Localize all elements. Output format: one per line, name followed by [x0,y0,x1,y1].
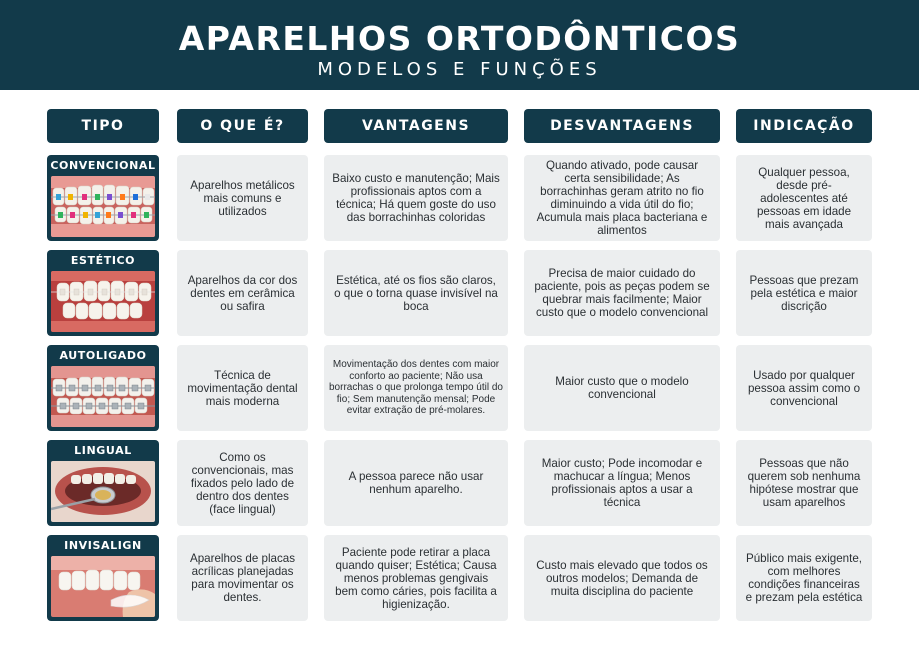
cell-advantages-estetico: Estética, até os fios são claros, o que o torna quase invisível na boca [324,250,508,336]
cell-advantages-lingual: A pessoa parece não usar nenhum aparelho. [324,440,508,526]
page-subtitle: MODELOS E FUNÇÕES [317,59,602,80]
cell-what-invisalign: Aparelhos de placas acrílicas planejadas para movimentar os dentes. [177,535,308,621]
cell-advantages-convencional: Baixo custo e manutenção; Mais profissionais aptos com a técnica; Há quem goste do uso das borrachinhas coloridas [324,155,508,241]
type-card-lingual [47,440,159,526]
cell-disadvantages-lingual: Maior custo; Pode incomodar e machucar a língua; Menos profissionais aptos a usar a técnica [524,440,720,526]
page-title: APARELHOS ORTODÔNTICOS [178,19,741,58]
column-header-o-que-e: O QUE É? [177,109,308,143]
cell-disadvantages-estetico: Precisa de maior cuidado do paciente, pois as peças podem se quebrar mais facilmente; Maior custo que o modelo convencional [524,250,720,336]
type-label: ESTÉTICO [70,254,136,267]
page-header [0,0,919,90]
cell-indication-estetico: Pessoas que prezam pela estética e maior discrição [736,250,872,336]
column-header-indicacao: INDICAÇÃO [736,109,872,143]
cell-indication-lingual: Pessoas que não querem sob nenhuma hipótese mostrar que usam aparelhos [736,440,872,526]
cell-advantages-invisalign: Paciente pode retirar a placa quando quiser; Estética; Causa menos problemas gengivais bem como cáries, pois facilita a higienização. [324,535,508,621]
cell-what-convencional: Aparelhos metálicos mais comuns e utilizados [177,155,308,241]
type-label: LINGUAL [74,444,132,457]
column-header-tipo: TIPO [47,109,159,143]
cell-what-estetico: Aparelhos da cor dos dentes em cerâmica ou safira [177,250,308,336]
type-label: AUTOLIGADO [59,349,147,362]
invisalign-aligner-photo [51,556,155,617]
cell-disadvantages-convencional: Quando ativado, pode causar certa sensibilidade; As borrachinhas geram atrito no fio diminuindo a vida útil do fio; Acumula mais placa bacteriana e alimentos [524,155,720,241]
cell-disadvantages-autoligado: Maior custo que o modelo convencional [524,345,720,431]
column-header-desvantagens: DESVANTAGENS [524,109,720,143]
type-label: INVISALIGN [64,539,142,552]
cell-indication-autoligado: Usado por qualquer pessoa assim como o convencional [736,345,872,431]
column-header-vantagens: VANTAGENS [324,109,508,143]
aesthetic-braces-photo [51,271,155,332]
cell-advantages-autoligado: Movimentação dos dentes com maior conforto ao paciente; Não usa borrachas o que prolonga tempo útil do fio; Sem manutenção mensal; Pode evitar extração de pré-molares. [324,345,508,431]
conventional-braces-photo [51,176,155,237]
type-card-estetico [47,250,159,336]
lingual-braces-photo [51,461,155,522]
cell-what-autoligado: Técnica de movimentação dental mais moderna [177,345,308,431]
type-card-convencional [47,155,159,241]
cell-indication-invisalign: Público mais exigente, com melhores condições financeiras e prezam pela estética [736,535,872,621]
cell-indication-convencional: Qualquer pessoa, desde pré-adolescentes até pessoas em idade mais avançada [736,155,872,241]
type-card-invisalign [47,535,159,621]
type-label: CONVENCIONAL [50,159,156,172]
self-ligating-braces-photo [51,366,155,427]
type-card-autoligado [47,345,159,431]
cell-disadvantages-invisalign: Custo mais elevado que todos os outros modelos; Demanda de muita disciplina do paciente [524,535,720,621]
cell-what-lingual: Como os convencionais, mas fixados pelo lado de dentro dos dentes (face lingual) [177,440,308,526]
